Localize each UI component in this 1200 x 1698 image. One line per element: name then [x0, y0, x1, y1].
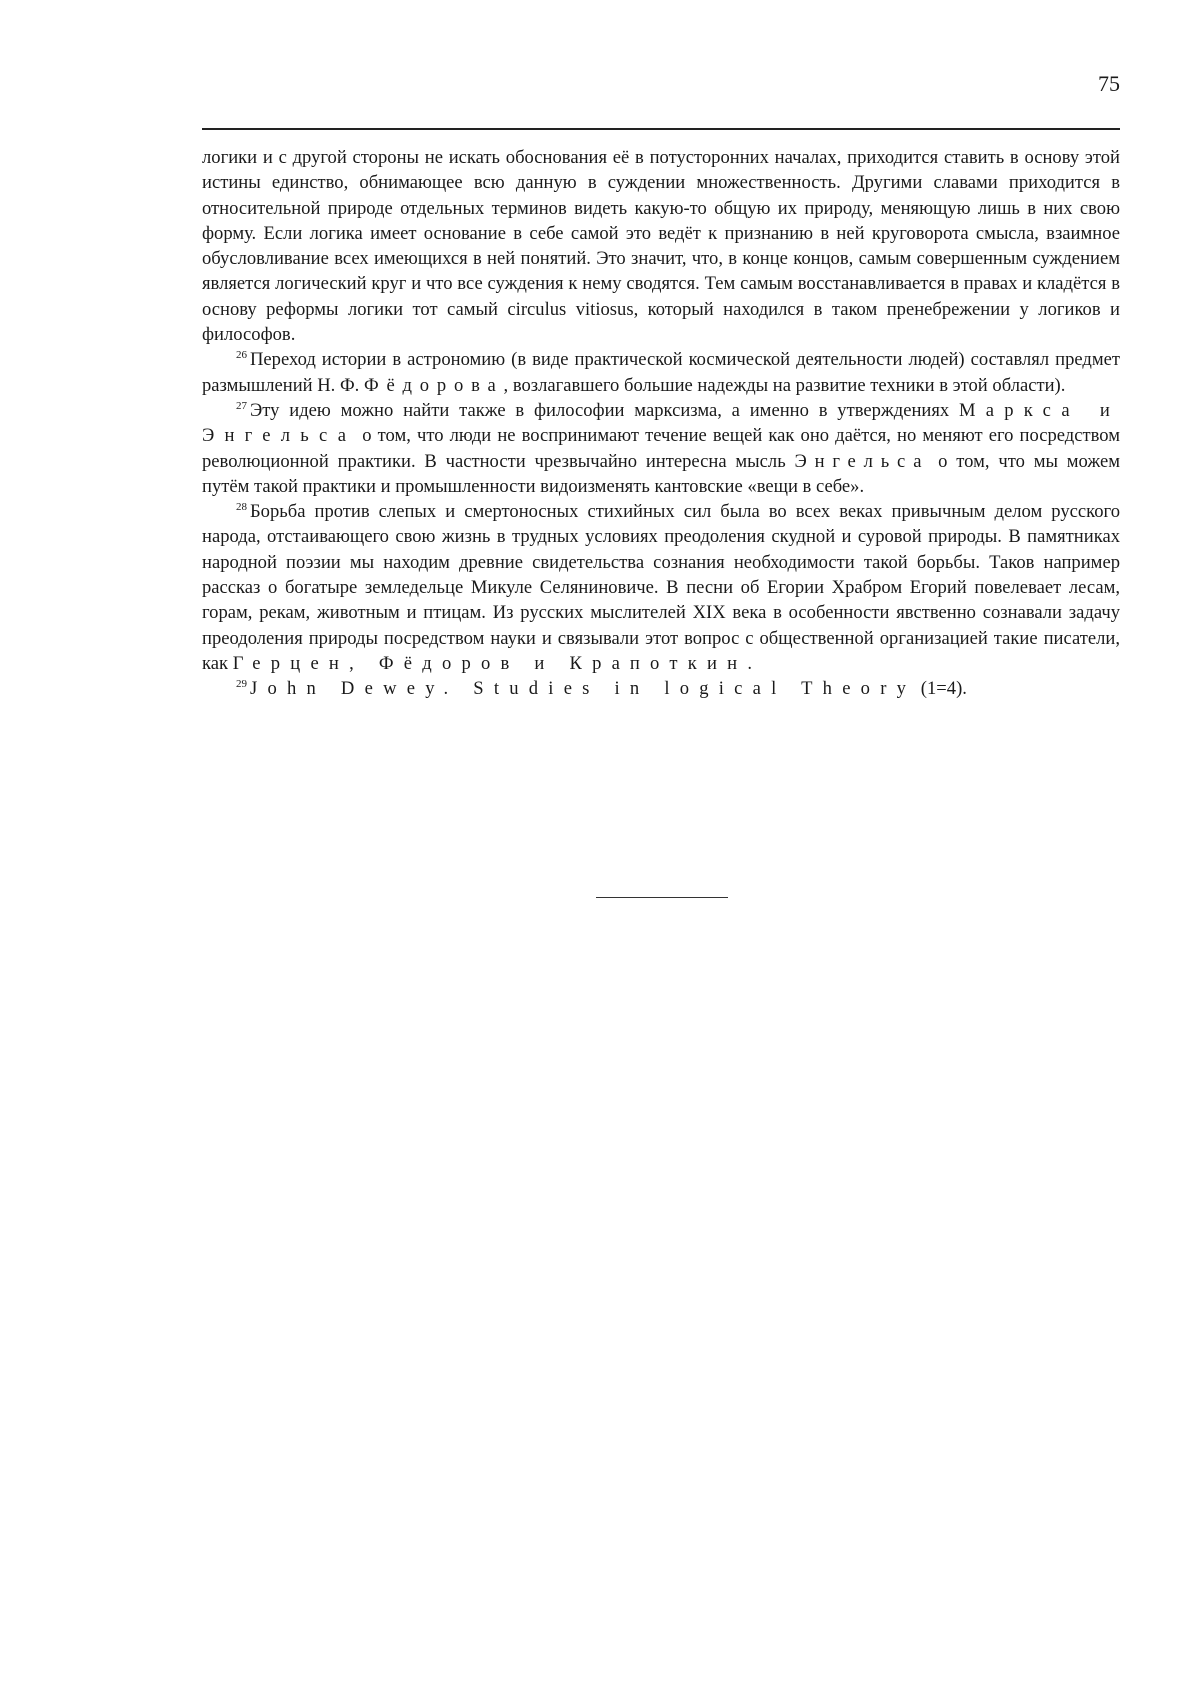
footnote-29-tail: (1=4).	[916, 678, 967, 700]
footnote-27-text-c: о том, что мы можем путём такой практики и промышленности видоизменять кантовские «вещи в себе».	[202, 450, 1120, 497]
footnote-continuation-text: логики и с другой стороны не искать обоснования её в потусторонних началах, приходится ставить в основу этой истины единство, обнимающее всю данную в суждении множественность. Другими славами приходится в относительной природе отдельных терминов видеть какую-то общую их природу, меняющую лишь в них свою форму. Если логика имеет основание в себе самой это ведёт к признанию в ней круговорота смысла, взаимное обусловливание всех имеющихся в ней понятий. Это значит, что, в конце концов, самым совершенным суждением является логический круг и что все суждения к нему сводятся. Тем самым восстанавливается в правах и кладётся в основу реформы логики тот самый circulus vitiosus, который находился в таком пренебрежении у логиков и философов.	[202, 147, 1120, 346]
footnote-26	[202, 347, 1120, 398]
footnote-28-text-a: Борьба против слепых и смертоносных стихийных сил была во всех веках привычным делом русского народа, отстаивающего свою жизнь в трудных условиях преодоления скудной и суровой природы. В памятниках народной поэзии мы находим древние свидетельства сознания необходимости такой борьбы. Таков например рассказ о богатыре земледельце Микуле Селяниновиче. В песни об Егории Храбром Егорий повелевает лесам, горам, рекам, животным и птицам. Из русских мыслителей XIX века в особенности явственно сознавали задачу преодоления природы посредством науки и связывали этот вопрос с общественной организацией такие писатели, как	[202, 501, 1120, 674]
footnote-29-marker: 29	[236, 678, 247, 691]
footnote-29	[202, 676, 1120, 701]
footnote-27-name-engels-2: Энгельса	[794, 450, 930, 472]
footnote-29-reference: John Dewey. Studies in logical Theory	[250, 678, 917, 700]
footnote-27-text-b: о том, что люди не воспринимают течение вещей как оно даётся, но меняют его посредством революционной практики. В частности чрезвычайно интересна мысль	[202, 425, 1120, 472]
footnote-26-text-b: , возлагавшего большие надежды на развитие техники в этой области).	[503, 374, 1066, 396]
footnote-26-text-a: Переход истории в астрономию (в виде практической космической деятельности людей) составлял предмет размышлений Н. Ф.	[202, 349, 1120, 396]
footnote-27	[202, 398, 1120, 499]
footnote-28	[202, 499, 1120, 676]
header-rule	[202, 128, 1120, 130]
footnote-28-marker: 28	[236, 501, 247, 514]
footnote-27-text-a: Эту идею можно найти также в философии марксизма, а именно в утверждениях	[250, 399, 960, 421]
footnote-28-text-end: .	[747, 652, 752, 674]
footnote-continuation	[202, 145, 1120, 347]
footnote-27-name-engels-1: Энгельса	[202, 425, 357, 447]
end-rule	[596, 897, 728, 898]
footnote-26-marker: 26	[236, 349, 247, 362]
page-number: 75	[1098, 71, 1120, 96]
footnote-26-name-fedorov: Фёдорова	[363, 374, 504, 396]
footnote-27-and: и	[1079, 399, 1121, 421]
footnote-27-marker: 27	[236, 399, 247, 412]
footnote-28-names: Герцен, Фёдоров и Крапоткин	[232, 652, 748, 674]
footnotes	[202, 145, 1120, 702]
footnote-27-name-marx: Маркса	[959, 399, 1080, 421]
